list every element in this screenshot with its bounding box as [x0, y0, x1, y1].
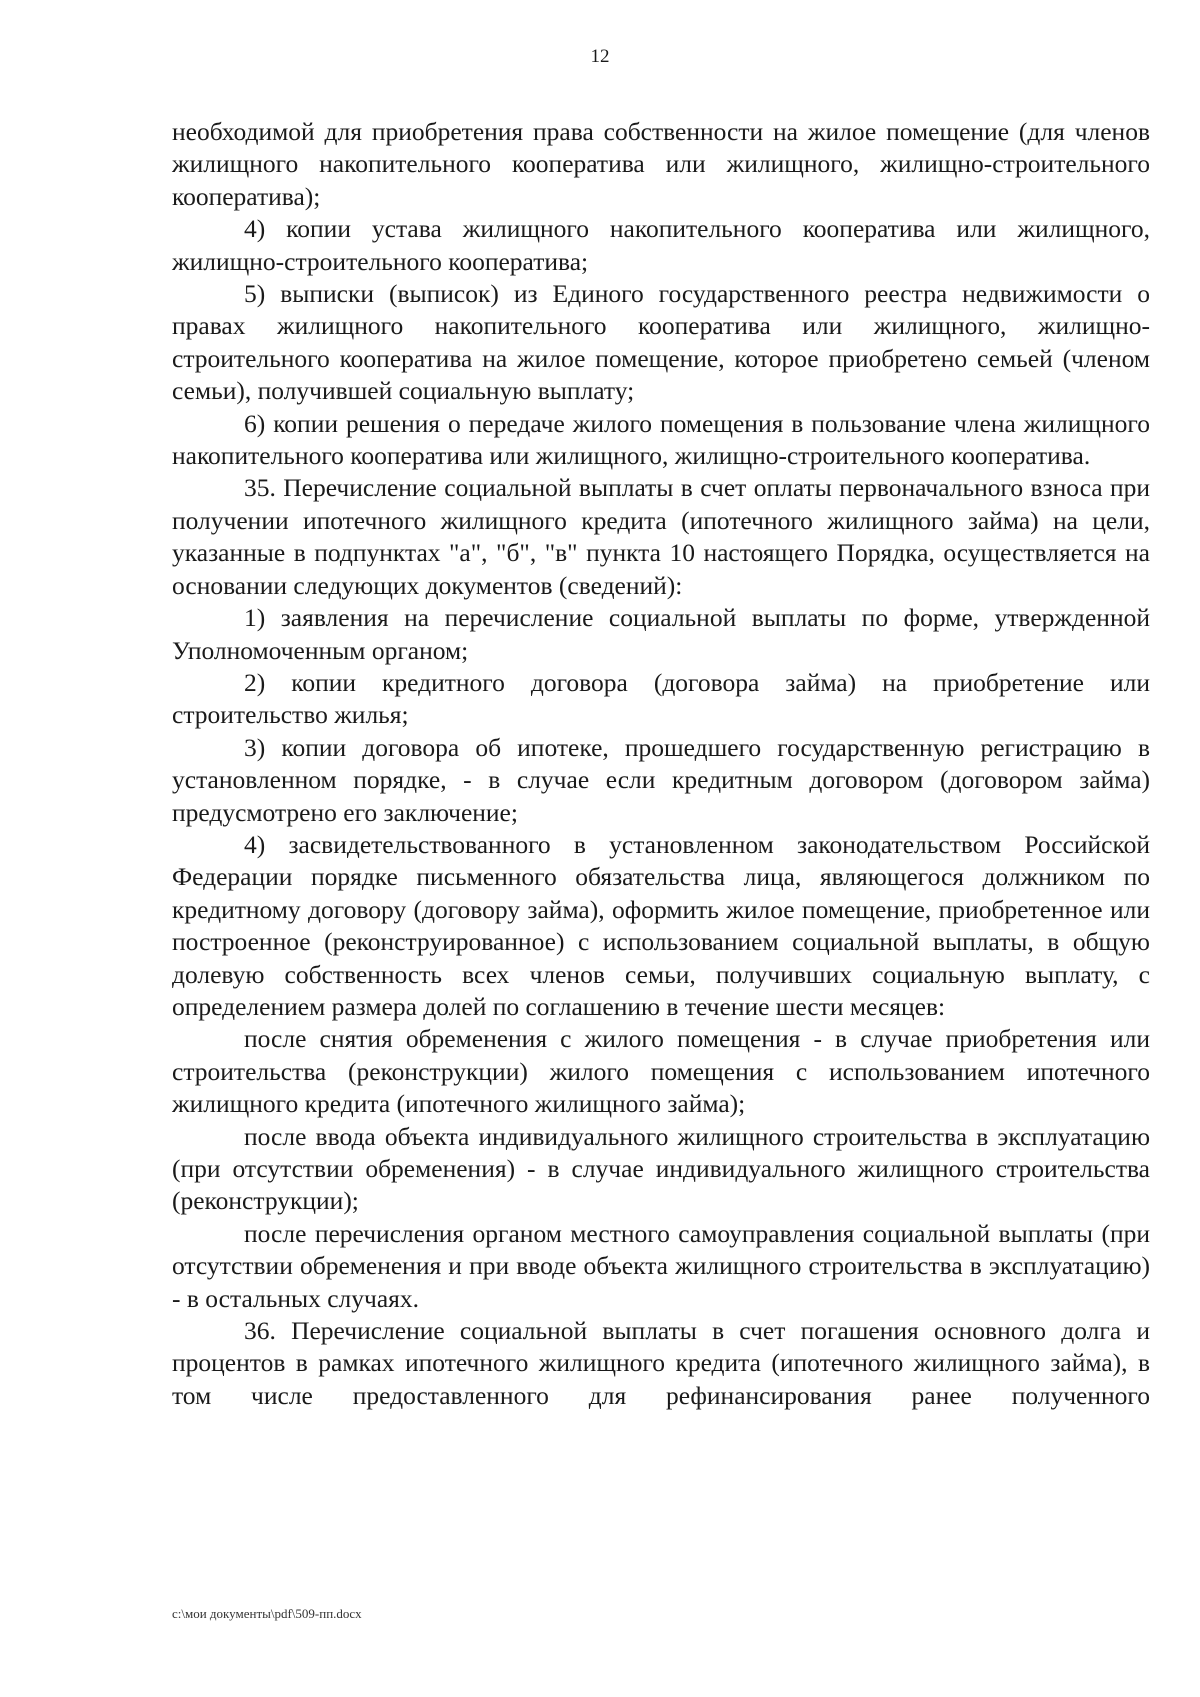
- paragraph: после снятия обременения с жилого помещения - в случае приобретения или строительства (реконструкции) жилого помещения с использованием ипотечного жилищного кредита (ипотечного жилищного займа);: [172, 1024, 1150, 1119]
- page-number: 12: [590, 46, 610, 67]
- paragraph: 1) заявления на перечисление социальной выплаты по форме, утвержденной Уполномоченным органом;: [172, 603, 1150, 665]
- paragraph: 3) копии договора об ипотеке, прошедшего государственную регистрацию в установленном порядке, - в случае если кредитным договором (договором займа) предусмотрено его заключение;: [172, 732, 1150, 827]
- paragraph: после перечисления органом местного самоуправления социальной выплаты (при отсутствии обременения и при вводе объекта жилищного строительства в эксплуатацию) - в остальных случаях.: [172, 1218, 1150, 1313]
- paragraph: 36. Перечисление социальной выплаты в счет погашения основного долга и процентов в рамках ипотечного жилищного кредита (ипотечного жилищного займа), в том числе предоставленного для рефинансирования ранее полученного: [172, 1316, 1150, 1410]
- footer-file-path: с:\мои документы\pdf\509-пп.docx: [172, 1606, 362, 1621]
- paragraph: 4) засвидетельствованного в установленном законодательством Российской Федерации порядке письменного обязательства лица, являющегося должником по кредитному договору (договору займа), оформить жилое помещение, приобретенное или построенное (реконструированное) с использованием социальной выплаты, в общую долевую собственность всех членов семьи, получивших социальную выплату, с определением размера долей по соглашению в течение шести месяцев:: [172, 829, 1150, 1021]
- document-body: [172, 116, 1150, 1412]
- paragraph: 5) выписки (выписок) из Единого государственного реестра недвижимости о правах жилищного накопительного кооператива или жилищного, жилищно-строительного кооператива на жилое помещение, которое приобретено семьей (членом семьи), получившей социальную выплату;: [172, 279, 1150, 406]
- paragraph: 6) копии решения о передаче жилого помещения в пользование члена жилищного накопительного кооператива или жилищного, жилищно-строительного кооператива.: [172, 408, 1150, 471]
- paragraph: 35. Перечисление социальной выплаты в счет оплаты первоначального взноса при получении ипотечного жилищного кредита (ипотечного жилищного займа) на цели, указанные в подпунктах "а", "б", "в" пункта 10 настоящего Порядка, осуществляется на основании следующих документов (сведений):: [172, 473, 1150, 600]
- paragraph: 4) копии устава жилищного накопительного кооператива или жилищного, жилищно-строительного кооператива;: [172, 214, 1150, 276]
- paragraph: после ввода объекта индивидуального жилищного строительства в эксплуатацию (при отсутствии обременения) - в случае индивидуального жилищного строительства (реконструкции);: [172, 1121, 1150, 1216]
- paragraph: 2) копии кредитного договора (договора займа) на приобретение или строительство жилья;: [172, 667, 1150, 730]
- paragraph: необходимой для приобретения права собственности на жилое помещение (для членов жилищного накопительного кооператива или жилищного, жилищно-строительного кооператива);: [172, 117, 1150, 211]
